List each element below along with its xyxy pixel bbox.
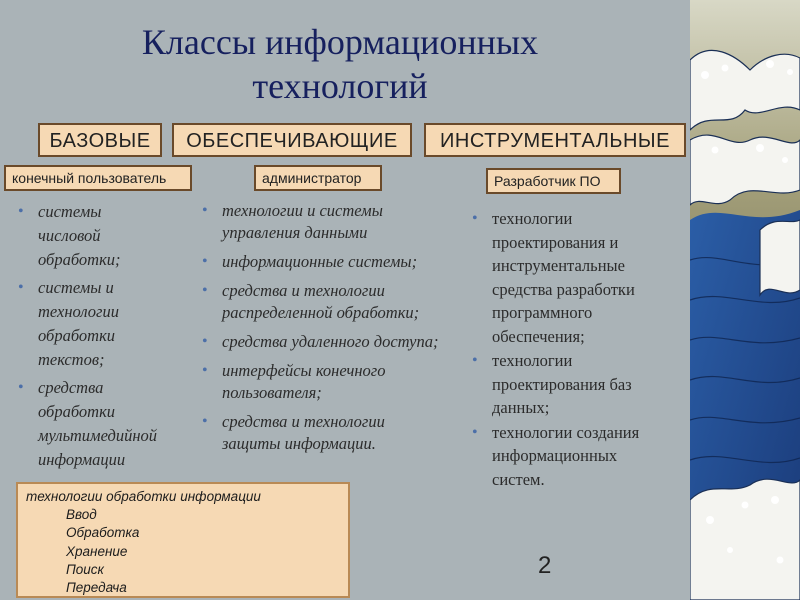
list-item-line: числовой [38,226,101,245]
list-item-line: технологии [492,209,573,228]
bullet-icon: • [202,282,208,299]
list-item-line: распределенной обработки; [222,303,420,322]
role-end-user: конечный пользователь [4,165,192,191]
list-item-line: управления данными [222,223,368,242]
list-basic [14,200,194,476]
list-item-line: пользователя; [222,383,322,402]
list-item-line: данных; [492,398,550,417]
wave-decoration [690,0,800,600]
list-item-line: проектирования и [492,232,619,252]
bullet-icon: • [202,413,208,430]
list-item-line: технологии [38,302,119,321]
bullet-icon: • [472,210,478,227]
bullet-icon: • [18,279,24,296]
list-item [198,411,490,455]
list-item [198,280,490,324]
list-item-line: средства и технологии [222,281,385,300]
list-item [14,200,194,272]
list-item-line: инструментальные [492,256,625,275]
bullet-icon: • [202,253,208,270]
list-item-line: мультимедийной [38,426,158,445]
processing-item: Передача [66,580,127,596]
list-item-line: интерфейсы конечного [222,361,386,380]
page-number: 2 [538,552,552,579]
list-item [14,376,194,472]
processing-item: Ввод [66,507,97,523]
role-developer: Разработчик ПО [486,168,621,194]
list-item-line: обработки [38,402,116,421]
list-item-line: средства [38,378,104,397]
processing-item: Хранение [66,543,128,559]
bullet-icon: • [472,423,478,441]
list-item-line: системы и [38,278,114,297]
list-item [198,200,490,244]
bullet-icon: • [202,333,208,350]
processing-technologies-box [16,482,350,598]
list-item [468,421,688,492]
list-item-line: технологии и системы [222,201,383,220]
list-item-line: информации [38,450,126,469]
list-item-line: средства удаленного доступа; [222,332,439,351]
bullet-icon: • [18,379,24,396]
processing-item: Обработка [66,525,140,541]
list-item [198,331,490,353]
list-instrumental [468,207,688,492]
wave-image [690,0,800,600]
bullet-icon: • [472,352,478,369]
processing-item: Поиск [66,561,104,577]
role-administrator: администратор [254,165,382,191]
list-item-line: средства разработки [492,279,635,299]
processing-heading: технологии обработки информации [26,489,261,504]
title-line-2: технологий [252,66,428,106]
header-instrumental: ИНСТРУМЕНТАЛЬНЫЕ [424,123,686,157]
list-item-line: защиты информации. [222,434,376,453]
list-item [198,360,490,404]
list-item-line: обработки; [38,250,121,269]
list-item-line: системы [38,202,102,221]
list-item-line: технологии создания [492,422,640,442]
list-item-line: обработки [38,326,116,345]
bullet-icon: • [202,202,208,219]
list-item-line: программного [492,303,593,322]
list-item [468,207,688,348]
list-item [468,349,688,420]
list-item-line: средства и технологии [222,412,385,431]
bullet-icon: • [202,362,208,379]
bullet-icon: • [18,203,24,220]
slide-title [60,20,620,108]
list-item-line: информационные системы; [222,252,418,271]
header-basic: БАЗОВЫЕ [38,123,162,157]
header-supporting: ОБЕСПЕЧИВАЮЩИЕ [172,123,412,157]
list-item-line: систем. [492,469,545,489]
list-item [14,276,194,372]
list-item-line: информационных [492,446,618,465]
title-line-1: Классы информационных [141,22,539,62]
list-item [198,251,490,273]
list-item-line: технологии [492,351,573,370]
list-item-line: текстов; [38,350,105,369]
list-supporting [198,200,490,462]
list-item-line: обеспечения; [492,326,585,346]
list-item-line: проектирования баз [492,374,632,394]
